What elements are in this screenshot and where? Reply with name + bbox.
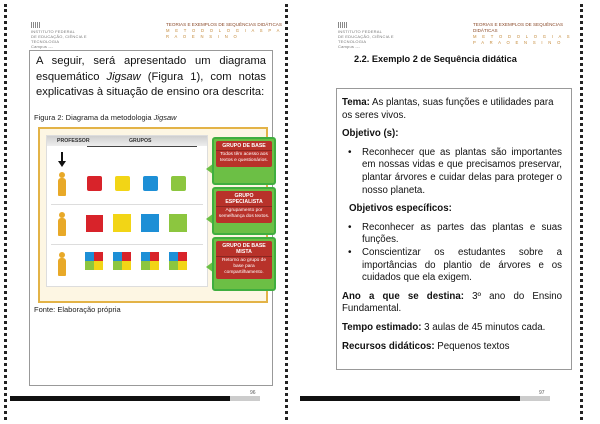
group-box-desc: Todos têm acesso aos textos e questionários. xyxy=(216,150,272,165)
puzzle-group-red-icon xyxy=(85,214,103,232)
down-arrow-head-icon xyxy=(58,161,66,167)
teacher-figure-icon xyxy=(57,252,67,276)
running-header xyxy=(473,22,580,46)
teacher-figure-icon xyxy=(57,172,67,196)
objetivo-heading: Objetivo (s): xyxy=(342,128,399,140)
puzzle-group-mixed-icon xyxy=(169,252,187,270)
running-header-subtitle: M E T O D O L O G I A S P A R A O E N S I N O xyxy=(473,34,572,45)
puzzle-group-blue-icon xyxy=(141,214,159,232)
right-page xyxy=(290,0,580,424)
puzzle-piece-green-icon xyxy=(171,176,186,191)
objetivo-list xyxy=(342,147,562,197)
intro-paragraph: A seguir, será apresentado um diagrama esquemático Jigsaw (Figura 1), com notas explicativas à situação de ensino ora descrita: xyxy=(36,55,266,98)
grupos-label: GRUPOS xyxy=(129,138,152,144)
puzzle-group-mixed-icon xyxy=(141,252,159,270)
running-header xyxy=(166,22,285,40)
footer-bar xyxy=(300,396,520,401)
tempo-paragraph: Tempo estimado: 3 aulas de 45 minutos cada. xyxy=(342,321,546,333)
logo-line: DE EDUCAÇÃO, CIÊNCIA E TECNOLOGIA xyxy=(338,34,394,44)
figure-source: Fonte: Elaboração própria xyxy=(34,305,121,314)
running-header-title: TEORIAS E EXEMPLOS DE SEQUÊNCIAS DIDÁTICAS xyxy=(166,22,282,27)
row-separator-line xyxy=(51,244,203,245)
footer-bar-end xyxy=(520,396,550,401)
page-number: 97 xyxy=(539,390,545,396)
left-content-box xyxy=(29,50,273,386)
group-box-title: GRUPO DE BASE xyxy=(216,142,272,150)
group-box-title: GRUPO DE BASE MISTA xyxy=(216,242,272,256)
logo-line: DE EDUCAÇÃO, CIÊNCIA E TECNOLOGIA xyxy=(31,34,87,44)
left-page xyxy=(0,0,285,424)
teacher-figure-icon xyxy=(57,212,67,236)
ano-paragraph: Ano a que se destina: 3º ano do Ensino Fundamental. xyxy=(342,290,562,315)
institute-logo-mark-icon xyxy=(31,22,41,28)
group-box-mixed xyxy=(212,237,276,291)
especificos-heading: Objetivos específicos: xyxy=(349,203,452,215)
puzzle-group-yellow-icon xyxy=(113,214,131,232)
list-item: • Conscientizar os estudantes sobre a importâncias do plantio de árvores e os cuidados que ela exigem. xyxy=(342,247,562,285)
running-header-subtitle: M E T O D O L O G I A S P A R A O E N S I N O xyxy=(166,28,282,39)
group-box-base xyxy=(212,137,276,185)
running-header-title: TEORIAS E EXEMPLOS DE SEQUÊNCIAS DIDÁTICAS xyxy=(473,22,564,33)
center-fold-dots xyxy=(285,4,288,420)
group-box-desc: Agrupamento por semelhança dos textos. xyxy=(216,206,272,221)
puzzle-group-mixed-icon xyxy=(113,252,131,270)
recursos-paragraph: Recursos didáticos: Pequenos textos xyxy=(342,340,510,352)
diagram-canvas xyxy=(46,135,208,287)
puzzle-piece-blue-icon xyxy=(143,176,158,191)
especificos-list xyxy=(342,222,562,285)
professor-label: PROFESSOR xyxy=(57,138,90,144)
right-content-box xyxy=(336,88,572,370)
logo-line: INSTITUTO FEDERAL xyxy=(31,29,75,34)
institute-logo xyxy=(338,22,418,49)
page-number: 96 xyxy=(250,390,256,396)
institute-logo-mark-icon xyxy=(338,22,348,28)
right-page-edge-dots xyxy=(580,4,583,420)
logo-line: INSTITUTO FEDERAL xyxy=(338,29,382,34)
footer-bar xyxy=(10,396,230,401)
row-separator-line xyxy=(51,204,203,205)
institute-logo xyxy=(31,22,111,49)
footer-bar-end xyxy=(230,396,260,401)
group-box-title: GRUPO ESPECIALISTA xyxy=(216,192,272,206)
puzzle-piece-yellow-icon xyxy=(115,176,130,191)
grupos-line xyxy=(87,146,197,147)
logo-line: Campus --- xyxy=(338,44,361,49)
group-box-specialist xyxy=(212,187,276,235)
section-title: 2.2. Exemplo 2 de Sequência didática xyxy=(354,54,517,64)
jigsaw-diagram xyxy=(38,127,268,303)
logo-line: Campus --- xyxy=(31,44,54,49)
figure-caption: Figura 2: Diagrama da metodologia Jigsaw xyxy=(34,113,177,122)
tema-paragraph: Tema: As plantas, suas funções e utilidades para os seres vivos. xyxy=(342,97,554,121)
jigsaw-term: Jigsaw xyxy=(106,70,141,83)
list-item: • Reconhecer que as plantas são importantes em nossas vidas e que precisamos preservar, plantar árvores e cuidar delas para proteger o nosso planeta. xyxy=(342,147,562,197)
list-item: • Reconhecer as partes das plantas e suas funções. xyxy=(342,222,562,247)
puzzle-group-mixed-icon xyxy=(85,252,103,270)
puzzle-piece-red-icon xyxy=(87,176,102,191)
group-box-desc: Retorno ao grupo de base para compartilhamento. xyxy=(216,256,272,277)
puzzle-group-green-icon xyxy=(169,214,187,232)
